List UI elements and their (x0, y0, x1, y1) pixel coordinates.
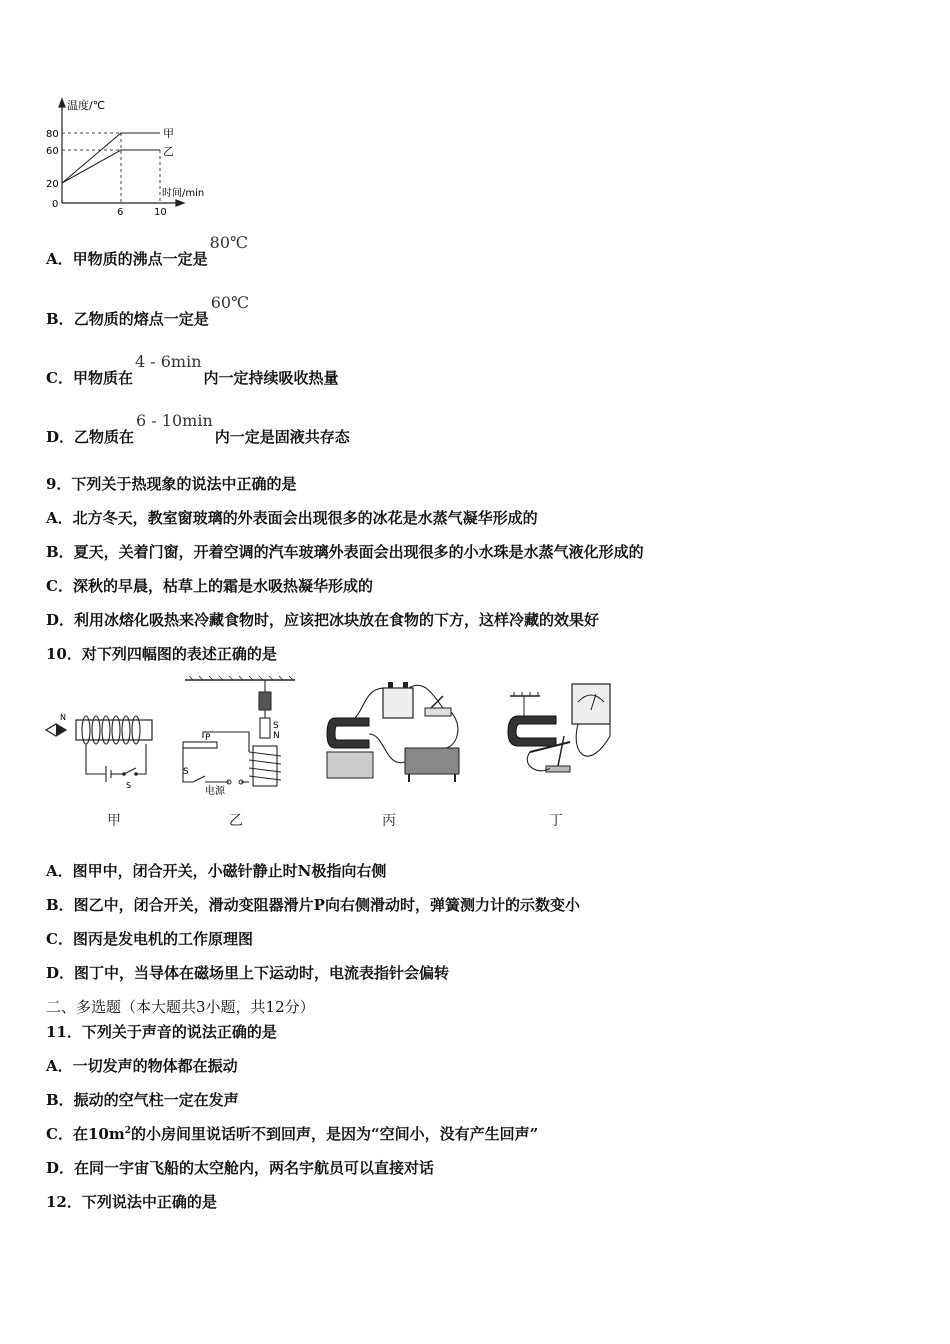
x-tick-10: 10 (154, 207, 167, 218)
y-tick-20: 20 (46, 179, 59, 190)
option-letter: B． (46, 310, 74, 328)
option-text: 甲物质在 (72, 369, 133, 387)
option-text-after: 内一定是固液共存态 (214, 428, 350, 446)
series-yi-label: 乙 (163, 145, 174, 158)
rheostat (183, 742, 217, 748)
figure-bing (325, 678, 465, 788)
switch-s-label: S (183, 767, 189, 777)
series-jia-line (62, 133, 160, 183)
math-expression: 80℃ (209, 233, 248, 252)
electromagnet-core (253, 746, 277, 786)
q9-option-d: D．利用冰熔化吸热来冷藏食物时，应该把冰块放在食物的下方，这样冷藏的效果好 (46, 611, 600, 629)
q8-option-c (46, 352, 339, 388)
q10-stem: 10．对下列四幅图的表述正确的是 (46, 645, 277, 663)
horseshoe-magnet (508, 716, 556, 746)
q11-option-d: D．在同一宇宙飞船的太空舱内，两名宇航员可以直接对话 (46, 1159, 435, 1177)
figure-label-ding: 丁 (549, 813, 563, 829)
switch-s-label: S (126, 781, 132, 790)
option-letter: C． (46, 369, 73, 387)
math-expression: 4 - 6min (134, 352, 202, 371)
q9-option-c: C．深秋的早晨，枯草上的霜是水吸热凝华形成的 (46, 577, 373, 595)
wires (527, 724, 610, 771)
solenoid-core (76, 720, 152, 740)
series-yi-line (62, 150, 160, 183)
q8-option-d (46, 411, 350, 447)
battery (383, 688, 413, 718)
y-tick-80: 80 (46, 129, 59, 140)
figure-jia (42, 700, 162, 795)
graph-series (62, 133, 160, 183)
superscript: 2 (124, 1126, 131, 1136)
bar-magnet (260, 718, 270, 738)
q11-option-b: B．振动的空气柱一定在发声 (46, 1091, 239, 1109)
option-text: 乙物质的熔点一定是 (73, 310, 209, 328)
q9-option-a: A．北方冬天，教室窗玻璃的外表面会出现很多的冰花是水蒸气凝华形成的 (46, 509, 538, 527)
q9-option-b: B．夏天，关着门窗，开着空调的汽车玻璃外表面会出现很多的小水珠是水蒸气液化形成的 (46, 543, 644, 561)
math-expression: 6 - 10min (136, 411, 213, 430)
spring-scale (259, 692, 271, 710)
x-axis-arrow (176, 200, 184, 206)
option-text-after: 内一定持续吸收热量 (203, 369, 339, 387)
circuit-wires (86, 744, 146, 782)
option-text: 甲物质的沸点一定是 (72, 250, 208, 268)
compass-n-label: N (60, 713, 66, 722)
q11-stem: 11．下列关于声音的说法正确的是 (46, 1023, 277, 1041)
power-source-label: 电源 (205, 786, 225, 797)
x-axis-label: 时间/min (162, 188, 205, 199)
y-tick-0: 0 (52, 199, 59, 210)
option-text: 乙物质在 (74, 428, 135, 446)
section-heading: 二、多选题（本大题共3小题，共12分） (46, 998, 315, 1016)
q11-option-a: A．一切发声的物体都在振动 (46, 1057, 238, 1075)
option-letter: D． (46, 428, 75, 446)
math-expression: 60℃ (210, 293, 249, 312)
slider-p-label: P (205, 733, 211, 743)
magnet-n-label: N (273, 731, 280, 741)
x-tick-6: 6 (117, 207, 124, 218)
option-text-after: 的小房间里说话听不到回声，是因为“空间小，没有产生回声” (130, 1125, 539, 1143)
q8-option-b (46, 293, 251, 329)
option-letter: A． (46, 250, 73, 268)
q10-option-b: B．图乙中，闭合开关，滑动变阻器滑片P向右侧滑动时，弹簧测力计的示数变小 (46, 896, 580, 914)
q10-option-a: A．图甲中，闭合开关，小磁针静止时N极指向右侧 (46, 862, 387, 880)
rail-stand (405, 748, 459, 774)
q12-stem: 12．下列说法中正确的是 (46, 1193, 217, 1211)
horseshoe-magnet (327, 718, 369, 748)
magnet-s-label: S (273, 721, 279, 731)
q9-stem: 9．下列关于热现象的说法中正确的是 (46, 475, 297, 493)
switch (425, 708, 451, 716)
temperature-time-graph (40, 95, 220, 220)
galvanometer (572, 684, 610, 724)
figure-ding (500, 676, 620, 786)
q11-option-c (46, 1123, 538, 1144)
y-axis-label: 温度/℃ (67, 99, 106, 112)
q10-option-c: C．图丙是发电机的工作原理图 (46, 930, 253, 948)
figure-label-yi: 乙 (229, 813, 243, 829)
y-tick-60: 60 (46, 146, 59, 157)
figure-yi (175, 672, 305, 797)
y-axis-arrow (59, 99, 65, 107)
graph-dashed-guides (62, 133, 160, 203)
figure-label-jia: 甲 (107, 813, 121, 829)
figure-label-bing: 丙 (382, 813, 396, 829)
q10-option-d: D．图丁中，当导体在磁场里上下运动时，电流表指针会偏转 (46, 964, 450, 982)
q8-option-a (46, 233, 250, 269)
option-text: C．在10m (46, 1125, 125, 1143)
series-jia-label: 甲 (163, 127, 174, 140)
